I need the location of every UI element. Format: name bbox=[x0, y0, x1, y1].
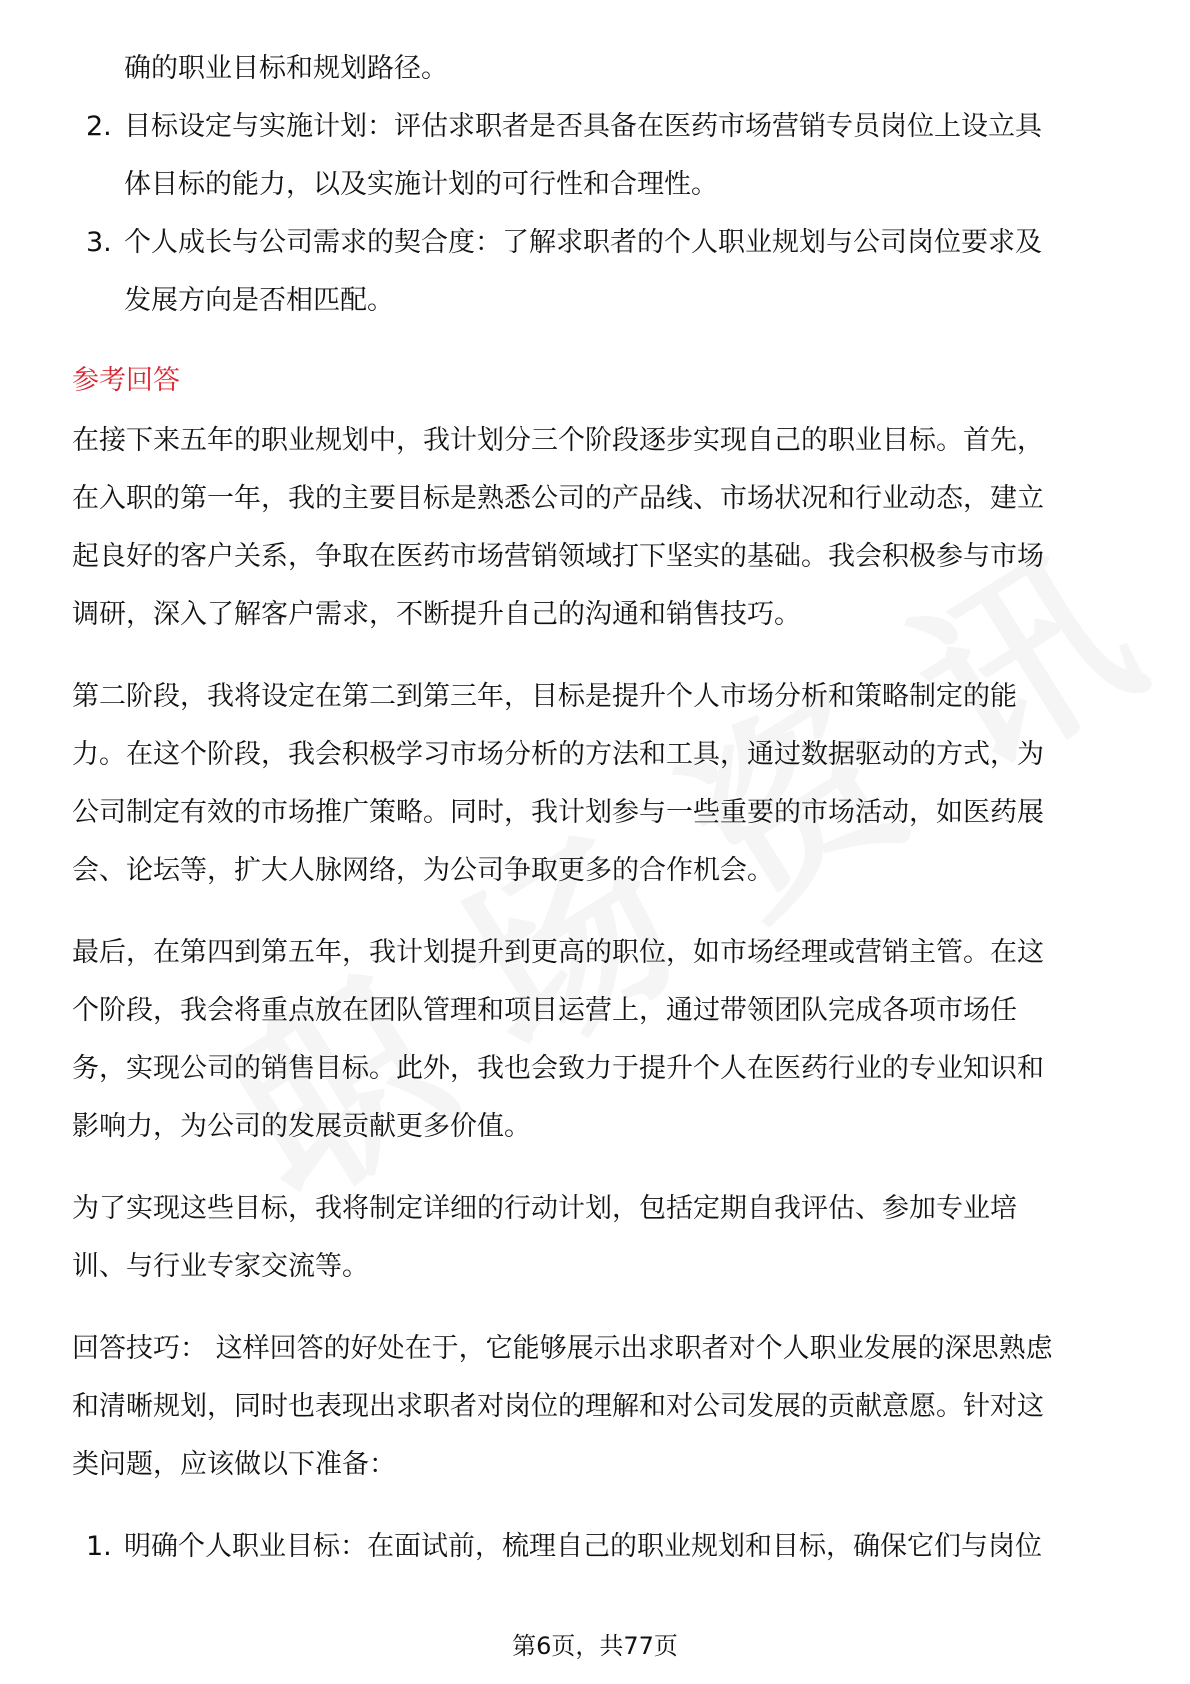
paragraph-line: 第二阶段，我将设定在第二到第三年，目标是提升个人市场分析和策略制定的能 bbox=[72, 681, 1017, 712]
paragraph-line: 回答技巧： 这样回答的好处在于，它能够展示出求职者对个人职业发展的深思熟虑 bbox=[72, 1333, 1053, 1364]
bottom-numbered-list bbox=[72, 1518, 1120, 1576]
paragraph-line: 会、论坛等，扩大人脉网络，为公司争取更多的合作机会。 bbox=[72, 855, 774, 886]
paragraph-line: 个阶段，我会将重点放在团队管理和项目运营上，通过带领团队完成各项市场任 bbox=[72, 995, 1017, 1026]
paragraph bbox=[72, 412, 1120, 644]
list-item bbox=[72, 1518, 1120, 1576]
paragraph-line: 最后，在第四到第五年，我计划提升到更高的职位，如市场经理或营销主管。在这 bbox=[72, 937, 1044, 968]
paragraph-line: 和清晰规划，同时也表现出求职者对岗位的理解和对公司发展的贡献意愿。针对这 bbox=[72, 1391, 1044, 1422]
page-content bbox=[72, 40, 1120, 1576]
paragraph-line: 务，实现公司的销售目标。此外，我也会致力于提升个人在医药行业的专业知识和 bbox=[72, 1053, 1044, 1084]
paragraph bbox=[72, 1320, 1120, 1494]
paragraph-line: 在入职的第一年，我的主要目标是熟悉公司的产品线、市场状况和行业动态，建立 bbox=[72, 483, 1044, 514]
paragraph bbox=[72, 1180, 1120, 1296]
paragraph-line: 起良好的客户关系，争取在医药市场营销领域打下坚实的基础。我会积极参与市场 bbox=[72, 541, 1044, 572]
list-item-line: 发展方向是否相匹配。 bbox=[124, 285, 394, 316]
list-item bbox=[72, 98, 1120, 214]
list-item-continuation: 确的职业目标和规划路径。 bbox=[124, 53, 448, 84]
paragraph-line: 公司制定有效的市场推广策略。同时，我计划参与一些重要的市场活动，如医药展 bbox=[72, 797, 1044, 828]
list-item-line: 体目标的能力，以及实施计划的可行性和合理性。 bbox=[124, 169, 718, 200]
list-item-line: 目标设定与实施计划：评估求职者是否具备在医药市场营销专员岗位上设立具 bbox=[124, 111, 1042, 142]
list-item bbox=[72, 214, 1120, 330]
paragraph-line: 力。在这个阶段，我会积极学习市场分析的方法和工具，通过数据驱动的方式，为 bbox=[72, 739, 1044, 770]
paragraph bbox=[72, 668, 1120, 900]
paragraph-line: 在接下来五年的职业规划中，我计划分三个阶段逐步实现自己的职业目标。首先， bbox=[72, 425, 1044, 456]
list-item-line: 明确个人职业目标：在面试前，梳理自己的职业规划和目标，确保它们与岗位 bbox=[124, 1531, 1042, 1562]
paragraph-line: 类问题，应该做以下准备： bbox=[72, 1449, 396, 1480]
page-footer: 第6页，共77页 bbox=[512, 1632, 678, 1660]
answer-body bbox=[72, 412, 1120, 1494]
list-number: 3. bbox=[86, 227, 112, 258]
top-numbered-list bbox=[72, 98, 1120, 330]
paragraph-line: 调研，深入了解客户需求，不断提升自己的沟通和销售技巧。 bbox=[72, 599, 801, 630]
list-number: 1. bbox=[86, 1531, 112, 1562]
paragraph-line: 为了实现这些目标，我将制定详细的行动计划，包括定期自我评估、参加专业培 bbox=[72, 1193, 1017, 1224]
paragraph-line: 训、与行业专家交流等。 bbox=[72, 1251, 369, 1282]
section-heading: 参考回答 bbox=[72, 365, 180, 396]
paragraph bbox=[72, 924, 1120, 1156]
list-item-line: 个人成长与公司需求的契合度：了解求职者的个人职业规划与公司岗位要求及 bbox=[124, 227, 1042, 258]
paragraph-line: 影响力，为公司的发展贡献更多价值。 bbox=[72, 1111, 531, 1142]
list-number: 2. bbox=[86, 111, 112, 142]
